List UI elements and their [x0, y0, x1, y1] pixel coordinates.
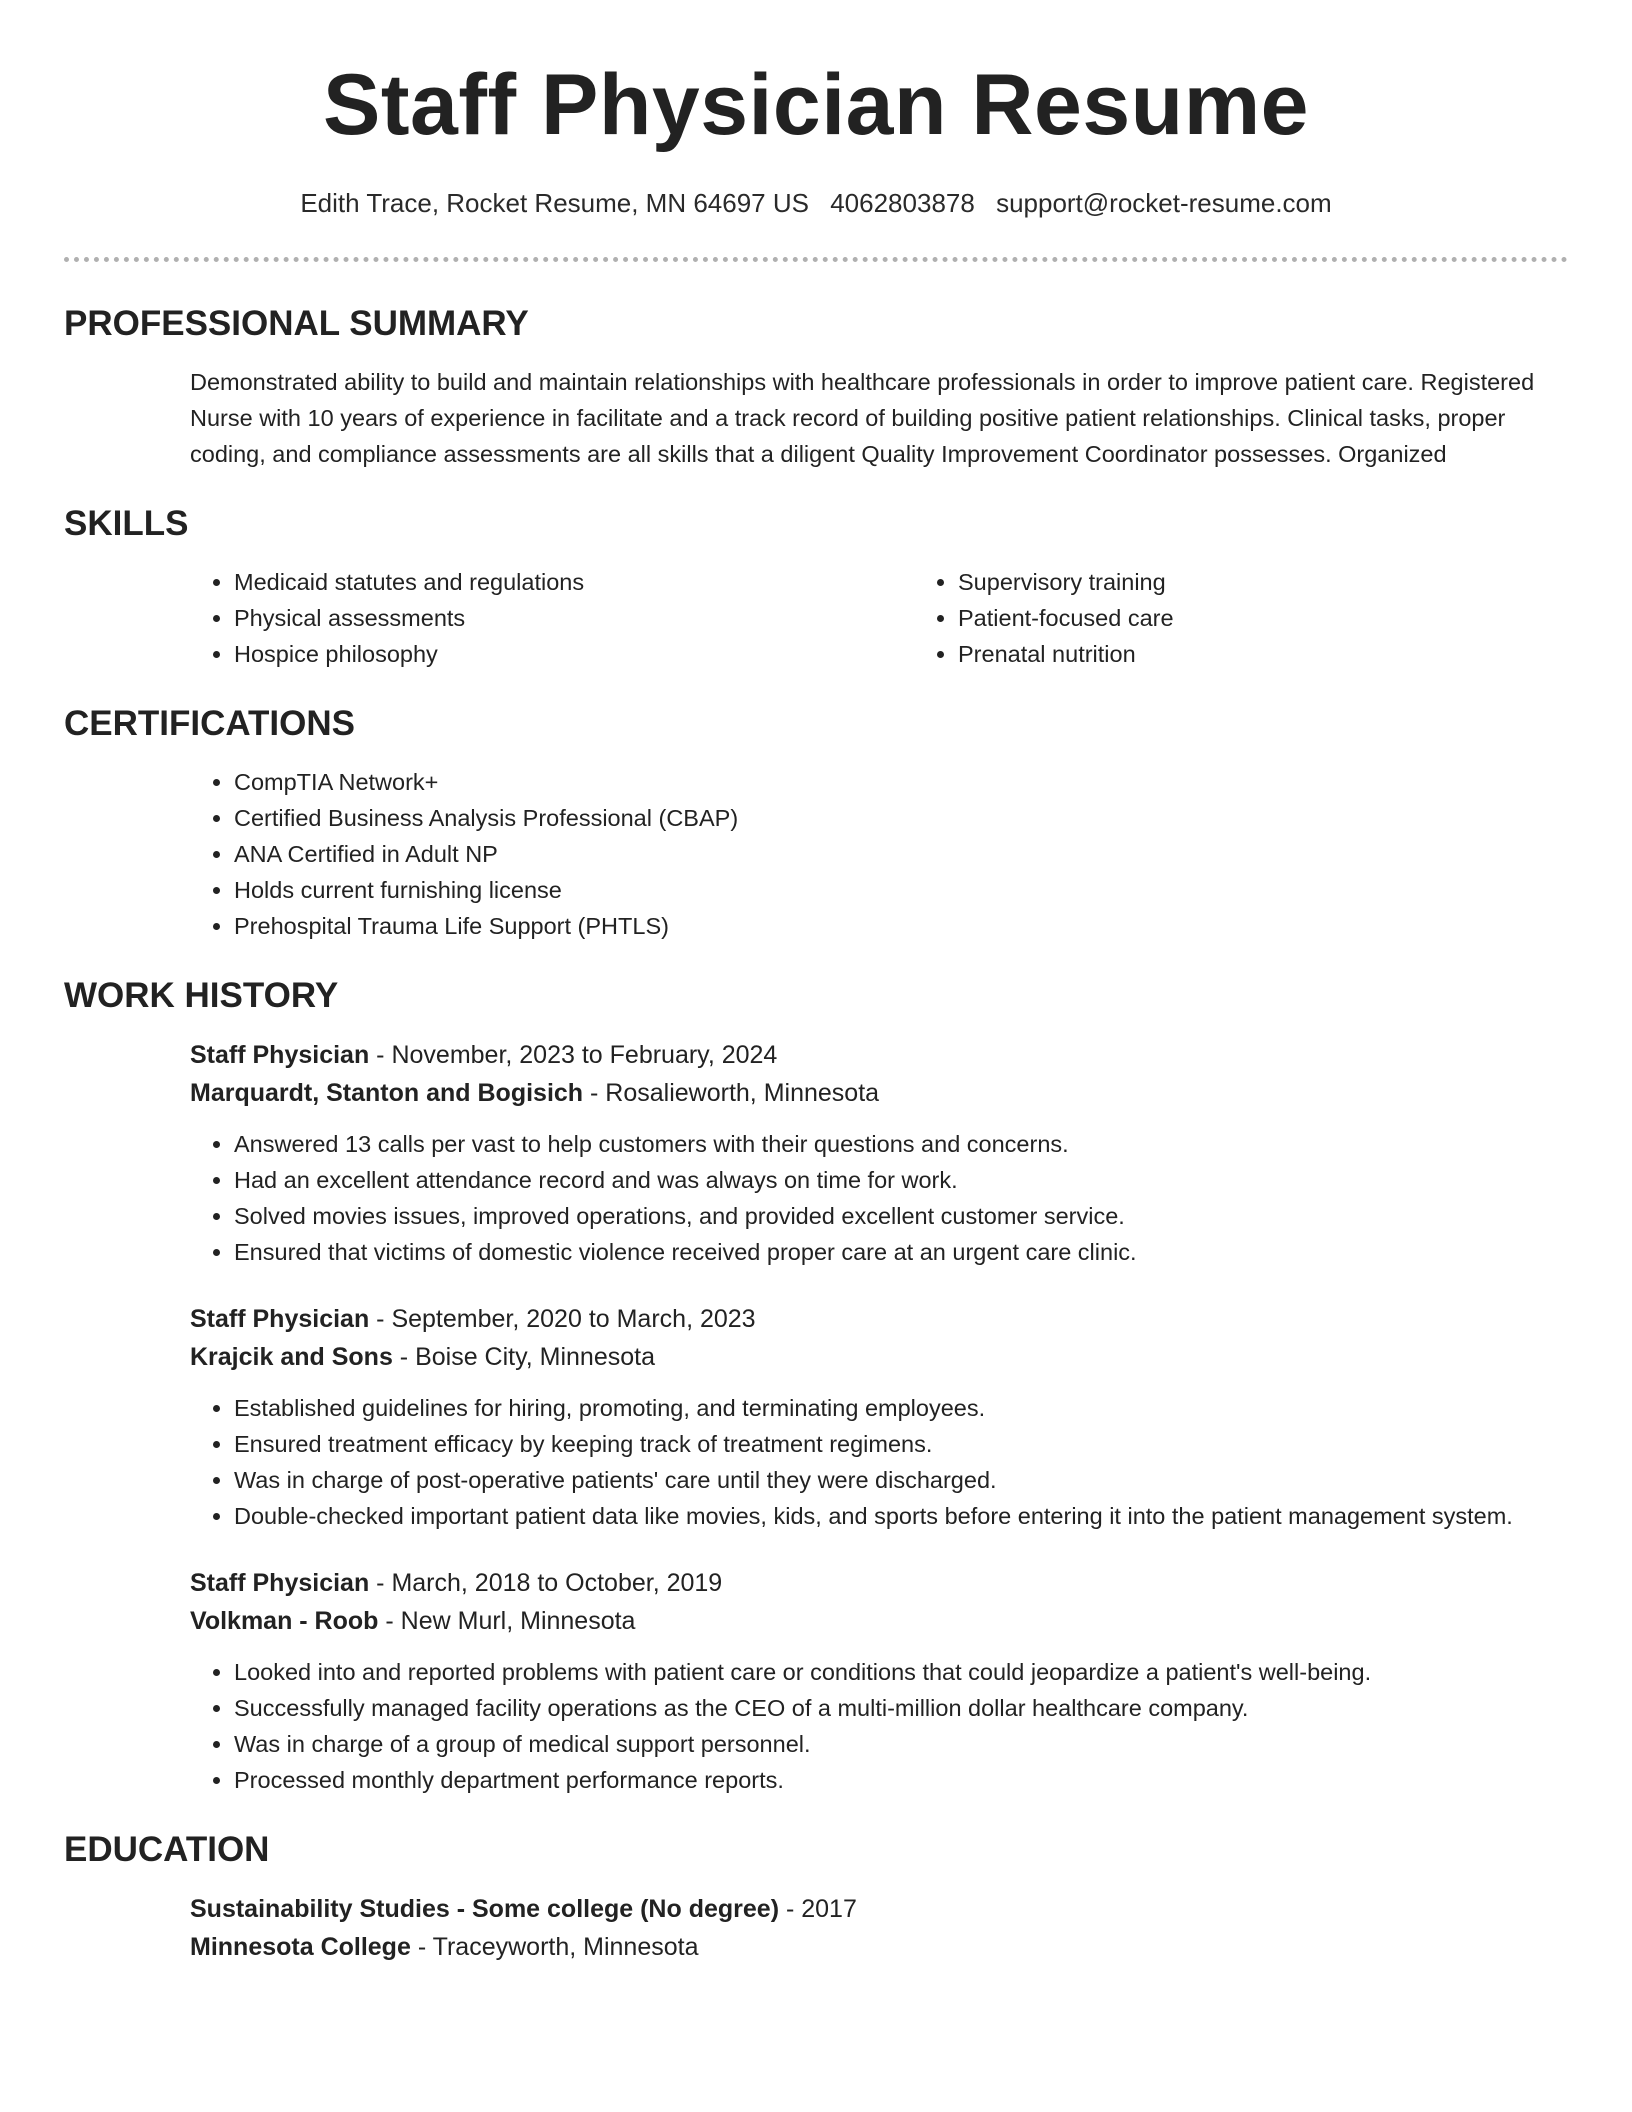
skills-heading: SKILLS	[64, 504, 189, 543]
list-item: • Ensured treatment efficacy by keeping track of treatment regimens.	[234, 1426, 1568, 1462]
contact-email[interactable]: support@rocket-resume.com	[996, 188, 1332, 218]
job-location: - New Murl, Minnesota	[378, 1607, 636, 1635]
list-item: • Ensured that victims of domestic violence received proper care at an urgent care clinic.	[234, 1234, 1568, 1270]
job-bullets	[190, 1126, 1568, 1270]
job-company-line	[190, 1338, 1568, 1376]
certifications-list	[190, 764, 1568, 944]
job-bullets	[190, 1654, 1568, 1798]
job-bullets	[190, 1390, 1568, 1534]
list-item: • Certified Business Analysis Professional (CBAP)	[234, 800, 1568, 836]
contact-phone: 4062803878	[830, 188, 975, 218]
job-location: - Rosalieworth, Minnesota	[583, 1079, 880, 1107]
education-section	[64, 1828, 1568, 1966]
list-item: • Had an excellent attendance record and was always on time for work.	[234, 1162, 1568, 1198]
contact-line	[0, 187, 1632, 219]
list-item: • Answered 13 calls per vast to help customers with their questions and concerns.	[234, 1126, 1568, 1162]
work-section	[64, 974, 1568, 1798]
job-company: Krajcik and Sons	[190, 1343, 393, 1371]
job-title-line	[190, 1564, 1568, 1602]
work-heading: WORK HISTORY	[64, 976, 339, 1015]
education-location: - Traceyworth, Minnesota	[410, 1933, 699, 1961]
certifications-heading: CERTIFICATIONS	[64, 704, 356, 743]
job-company-line	[190, 1602, 1568, 1640]
certifications-list-wrap	[190, 764, 1568, 944]
job-title: Staff Physician	[190, 1041, 370, 1069]
list-item: • Was in charge of a group of medical support personnel.	[234, 1726, 1568, 1762]
job-company-line	[190, 1074, 1568, 1112]
job-entry	[190, 1036, 1568, 1270]
certifications-section	[64, 702, 1568, 944]
list-item: • Prehospital Trauma Life Support (PHTLS)	[234, 908, 1568, 944]
job-entry	[190, 1564, 1568, 1798]
education-degree-line	[190, 1890, 1568, 1928]
header-divider	[64, 257, 1568, 262]
job-entry	[190, 1300, 1568, 1534]
education-school-line	[190, 1928, 1568, 1966]
list-item: • Patient-focused care	[958, 600, 1632, 636]
job-title-line	[190, 1036, 1568, 1074]
list-item: • Prenatal nutrition	[958, 636, 1632, 672]
summary-section	[64, 302, 1568, 472]
job-title: Staff Physician	[190, 1569, 370, 1597]
job-dates: - March, 2018 to October, 2019	[369, 1569, 723, 1597]
list-item: • Solved movies issues, improved operations, and provided excellent customer service.	[234, 1198, 1568, 1234]
job-company: Marquardt, Stanton and Bogisich	[190, 1079, 584, 1107]
education-entry	[190, 1890, 1568, 1966]
list-item: • Supervisory training	[958, 564, 1632, 600]
job-company: Volkman - Roob	[190, 1607, 379, 1635]
skills-grid	[190, 564, 1568, 672]
education-heading: EDUCATION	[64, 1830, 270, 1869]
list-item: • Medicaid statutes and regulations	[234, 564, 914, 600]
list-item: • Processed monthly department performance reports.	[234, 1762, 1568, 1798]
skills-list-left	[190, 564, 914, 672]
job-title-line	[190, 1300, 1568, 1338]
list-item: • Holds current furnishing license	[234, 872, 1568, 908]
list-item: • CompTIA Network+	[234, 764, 1568, 800]
list-item: • Established guidelines for hiring, promoting, and terminating employees.	[234, 1390, 1568, 1426]
contact-address: Edith Trace, Rocket Resume, MN 64697 US	[300, 188, 809, 218]
list-item: • Double-checked important patient data like movies, kids, and sports before entering it into the patient management system.	[234, 1498, 1568, 1534]
summary-text: Demonstrated ability to build and maintain relationships with healthcare professionals in order to improve patient care. Registered Nurse with 10 years of experience in facilitate and a track record of building positive patient relationships. Clinical tasks, proper coding, and compliance assessments are all skills that a diligent Quality Improvement Coordinator possesses. Organized	[190, 369, 1535, 467]
education-degree: Sustainability Studies - Some college (No degree)	[190, 1895, 780, 1923]
job-title: Staff Physician	[190, 1305, 370, 1333]
list-item: • ANA Certified in Adult NP	[234, 836, 1568, 872]
list-item: • Physical assessments	[234, 600, 914, 636]
list-item: • Hospice philosophy	[234, 636, 914, 672]
skills-list-right	[914, 564, 1632, 672]
list-item: • Successfully managed facility operations as the CEO of a multi-million dollar healthcare company.	[234, 1690, 1568, 1726]
skills-section	[64, 502, 1568, 672]
list-item: • Was in charge of post-operative patients' care until they were discharged.	[234, 1462, 1568, 1498]
education-year: - 2017	[779, 1895, 857, 1923]
list-item: • Looked into and reported problems with patient care or conditions that could jeopardize a patient's well-being.	[234, 1654, 1568, 1690]
education-school: Minnesota College	[190, 1933, 411, 1961]
job-dates: - September, 2020 to March, 2023	[369, 1305, 756, 1333]
job-location: - Boise City, Minnesota	[392, 1343, 655, 1371]
summary-heading: PROFESSIONAL SUMMARY	[64, 304, 529, 343]
job-dates: - November, 2023 to February, 2024	[369, 1041, 778, 1069]
page-title: Staff Physician Resume	[322, 57, 1310, 153]
